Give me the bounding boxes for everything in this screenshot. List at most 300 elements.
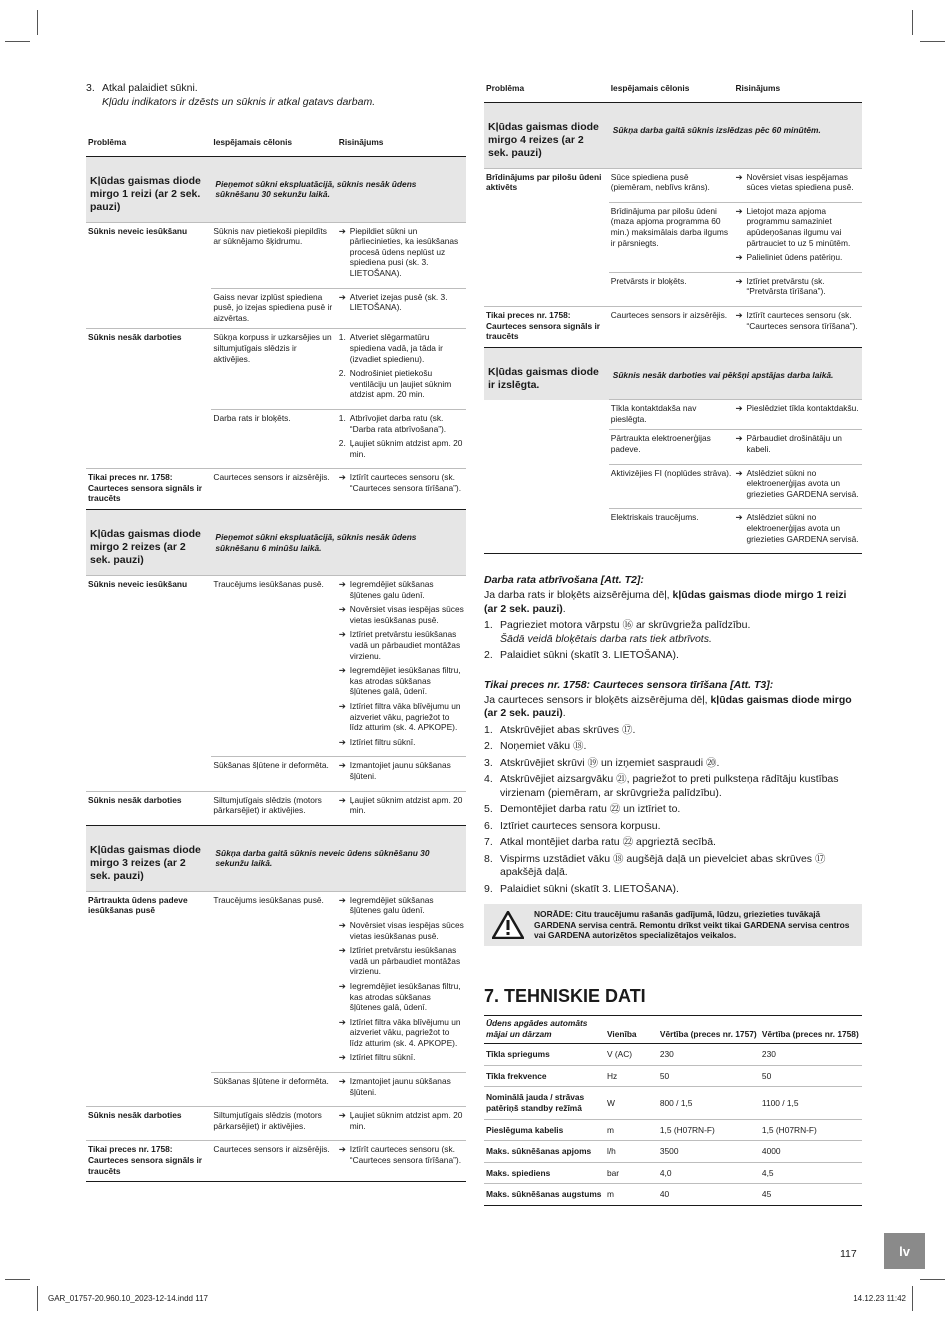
solution-text: Novērsiet visas iespējas sūces vietas iesūkšanas pusē. [349,604,464,625]
solution-text: Izmantojiet jaunu sūkšanas šļūteni. [349,1076,451,1097]
solution-item [339,413,464,434]
language-tab: lv [884,1233,925,1269]
solution-item [339,604,464,625]
cause-cell: Brīdinājuma par pilošu ūdeni (maza apjoma programma 60 min.) maksimālais darba ilgums ir pārsniegts. [609,202,734,272]
solution-text: Iegremdējiet sūkšanas šļūtenes galu ūdenī. [349,894,434,916]
crop-mark [5,1279,30,1280]
table-row [86,409,466,468]
solution-text: Ļaujiet sūknim atdzist apm. 20 min. [349,438,463,459]
solution-text: Iztīriet filtra vāka blīvējumu un aizveriet vāku, pagriežot to līdz atturim (sk. 4. APKOPE). [349,1016,461,1048]
solution-text: Palieliniet ūdens patēriņu. [746,252,843,263]
solution-cell [337,757,466,791]
step-text: Iztīriet caurteces sensora korpusu. [500,819,661,832]
table-row [86,891,466,1072]
section-t3-paragraph [484,694,862,721]
solution-cell [337,891,466,1072]
solution-item [339,737,464,748]
solution-text: Atslēdziet sūkni no elektroenerģijas avota un griezieties GARDENA servisā. [746,467,859,499]
step-number: 5. [484,803,493,816]
solution-text: Iegremdējiet iesūkšanas filtru, kas atrodas sūkšanas šļūtenes galā, ūdenī. [349,665,461,697]
solution-text: Izmantojiet jaunu sūkšanas šļūteni. [349,760,451,781]
solution-item [735,276,860,297]
tech-label: Tīkla frekvence [484,1065,605,1087]
problem-cell: Sūknis nesāk darboties [86,1107,211,1141]
step-number: 8. [484,852,493,865]
arrow-right-icon: ➔ [735,433,743,444]
arrow-right-icon: ➔ [338,472,346,483]
tech-header-cell: Ūdens apgādes automāts mājai un dārzam [484,1015,605,1043]
cause-cell: Sūkšanas šļūtene ir deformēta. [211,757,336,791]
solution-text: Iztīriet pretvārstu iesūkšanas vadā un pārbaudiet montāžas virzienu. [349,945,461,977]
arrow-right-icon: ➔ [338,629,346,640]
tech-label: Nominālā jauda / strāvas patēriņš standby režīmā [484,1087,605,1119]
solution-text: Atbrīvojiet darba ratu (sk. “Darba rata atbrīvošana”). [349,412,447,434]
solution-cell [337,1107,466,1141]
troubleshooting-table-right [484,81,862,554]
error-header-row [86,825,466,891]
solution-item [339,701,464,733]
tech-header-cell: Vērtība (preces nr. 1757) [658,1015,760,1043]
tech-label: Tīkla spriegums [484,1044,605,1066]
solution-cell [733,202,862,272]
tech-header-row [484,1015,862,1043]
para-bold: kļūdas gaismas diode mirgo (ar 2 sek. pauzi) [484,693,852,720]
tech-value: l/h [605,1141,658,1163]
arrow-right-icon: ➔ [338,665,346,676]
tech-value: 1,5 (H07RN-F) [760,1119,862,1141]
step-item [484,757,862,771]
error-title: Kļūdas gaismas diode mirgo 4 reizes (ar 2 sek. pauzi) [484,102,609,168]
tech-value: 1100 / 1,5 [760,1087,862,1119]
error-description: Pieņemot sūkni ekspluatācijā, sūknis nesāk ūdens sūknēšanu 30 sekunžu laikā. [211,156,466,222]
arrow-right-icon: ➔ [735,275,743,286]
arrow-right-icon: ➔ [338,225,346,236]
step-number: 4. [484,773,493,786]
cause-cell: Tīkla kontaktdakša nav pieslēgta. [609,400,734,430]
table-row [86,1073,466,1107]
footer-date: 14.12.23 11:42 [853,1294,906,1303]
intro-line: Atkal palaidiet sūkni. [102,82,198,94]
tech-row [484,1141,862,1163]
tech-label: Maks. spiediens [484,1162,605,1184]
step-text: Noņemiet vāku ⑱. [500,740,587,753]
para-text: Ja caurteces sensors ir bloķēts aizsērējuma dēļ, [484,693,711,706]
header-problem: Problēma [484,81,609,102]
cause-cell: Traucējums iesūkšanas pusē. [211,891,336,1072]
page-number: 117 [840,1248,857,1260]
table-row [86,576,466,757]
note-box [484,904,862,946]
tech-value: 45 [760,1184,862,1206]
table-row [86,757,466,791]
table-body [484,102,862,554]
right-column [484,81,862,1206]
solution-item [735,433,860,454]
solution-cell [337,576,466,757]
problem-cell: Brīdinājums par pilošu ūdeni aktivēts [484,168,609,202]
problem-cell [86,757,211,791]
step-number: 3. [484,756,493,769]
tech-value: bar [605,1162,658,1184]
solution-text: Iztīrīt caurteces sensoru (sk. “Caurteces sensora tīrīšana”). [349,472,462,493]
solution-text: Atveriet izejas pusē (sk. 3. LIETOŠANA). [349,291,448,313]
crop-mark [5,41,30,42]
step-item [484,619,862,646]
solution-text: Piepildiet sūkni un pārliecinieties, ka iesūkšanas procesā ūdens neplūst uz spiediena pusi (sk. 3. LIETOŠANA). [349,225,459,278]
table-row [484,202,862,272]
intro-index: 3. [86,82,95,94]
solution-item [339,945,464,977]
solution-text: Atslēdziet sūkni no elektroenerģijas avota un griezieties GARDENA servisā. [746,512,859,544]
step-text: Atskrūvējiet aizsargvāku ㉑, pagriežot to preti pulksteņa rādītāju kustības virzienam (piemēram, ar skrūvgrieža palīdzību). [500,773,839,799]
tech-header-cell: Vienība [605,1015,658,1043]
solution-text: Iegremdējiet iesūkšanas filtru, kas atrodas sūkšanas šļūtenes galā, ūdenī. [349,980,461,1013]
arrow-right-icon: ➔ [338,1016,346,1027]
steps-list [484,619,862,663]
problem-cell [484,272,609,306]
arrow-right-icon: ➔ [338,1144,346,1155]
tech-value: Hz [605,1065,658,1087]
table-row [86,791,466,825]
step-number: 1. [338,332,346,343]
arrow-right-icon: ➔ [735,512,743,523]
header-solution: Risinājums [733,81,862,102]
solution-item [339,1110,464,1131]
header-cause: Iespējamais cēlonis [211,135,336,156]
header-solution: Risinājums [337,135,466,156]
table-row [86,329,466,410]
arrow-right-icon: ➔ [338,980,346,991]
step-number: 2. [484,740,493,753]
crop-mark [912,10,913,35]
footer-file-info: GAR_01757-20.960.10_2023-12-14.indd 117 [48,1294,208,1303]
solution-cell [733,509,862,554]
step-text: Vispirms uzstādiet vāku ⑱ augšējā daļā un pievelciet abas skrūves ⑰ apakšējā daļā. [500,852,826,879]
tech-row [484,1087,862,1119]
table-row [484,509,862,554]
tech-row [484,1184,862,1206]
step-text: Atkal montējiet darba ratu ㉒ apgrieztā secībā. [500,836,716,849]
solution-item [735,468,860,500]
tech-value: 4,0 [658,1162,760,1184]
solution-text: Ļaujiet sūknim atdzist apm. 20 min. [349,794,463,816]
crop-mark [912,1286,913,1311]
problem-cell: Tikai preces nr. 1758: Caurteces sensora signāls ir traucēts [86,469,211,510]
step-number: 6. [484,819,493,832]
problem-cell [484,400,609,430]
table-row [484,430,862,464]
table-row [86,288,466,329]
solution-item [339,920,464,941]
step-number: 2. [484,649,493,662]
solution-cell [337,1141,466,1182]
arrow-right-icon: ➔ [338,760,346,771]
solution-item [339,472,464,493]
cause-cell: Aktivizējies FI (noplūdes strāva). [609,464,734,509]
solution-item [339,795,464,816]
solution-cell [337,329,466,410]
cause-cell: Sūce spiediena pusē (piemēram, neblīvs krāns). [609,168,734,202]
arrow-right-icon: ➔ [338,579,346,590]
solution-text: Novērsiet visas iespējamas sūces vietas spiediena pusē. [746,171,854,193]
problem-cell [86,409,211,468]
error-header-row [86,510,466,576]
problem-cell [484,202,609,272]
solution-text: Iztīriet pretvārstu iesūkšanas vadā un pārbaudiet montāžas virzienu. [349,629,461,661]
tech-value: m [605,1184,658,1206]
tech-value: W [605,1087,658,1119]
solution-cell [733,464,862,509]
solution-cell [337,409,466,468]
cause-cell: Sūkšanas šļūtene ir deformēta. [211,1073,336,1107]
arrow-right-icon: ➔ [338,736,346,747]
solution-item [735,310,860,331]
step-item [484,724,862,738]
solution-text: Ļaujiet sūknim atdzist apm. 20 min. [349,1110,463,1131]
solution-cell [337,469,466,510]
para-text: . [562,602,566,615]
step-item [484,820,862,834]
tech-row [484,1162,862,1184]
tech-value: m [605,1119,658,1141]
solution-text: Iztīrīt caurteces sensoru (sk. “Caurteces sensora tīrīšana”). [349,1144,462,1166]
tech-data-title: 7. TEHNISKIE DATI [484,985,646,1006]
solution-item [339,665,464,697]
problem-cell: Sūknis neveic iesūkšanu [86,576,211,757]
solution-item [735,252,860,263]
error-title: Kļūdas gaismas diode mirgo 3 reizes (ar 2 sek. pauzi) [86,825,211,891]
solution-cell [733,272,862,306]
crop-mark [37,10,38,35]
problem-cell [484,464,609,509]
section-title-t2: Darba rata atbrīvošana [Att. T2]: [484,574,644,587]
solution-text: Lietojot maza apjoma programmu samaziniet apūdeņošanas ilgumu vai pārtrauciet to uz 5 minūtēm. [746,205,851,248]
arrow-right-icon: ➔ [735,403,743,414]
error-title: Kļūdas gaismas diode mirgo 1 reizi (ar 2 sek. pauzi) [86,156,211,222]
cause-cell: Darba rats ir bloķēts. [211,409,336,468]
solution-text: Novērsiet visas iespējas sūces vietas iesūkšanas pusē. [349,919,464,941]
solution-text: Iztīriet filtru sūknī. [349,736,416,747]
cause-cell: Sūknis nav pietiekoši piepildīts ar sūknējamo šķidrumu. [211,222,336,288]
step-item [484,740,862,754]
cause-cell: Traucējums iesūkšanas pusē. [211,576,336,757]
problem-cell [86,288,211,329]
problem-cell [484,430,609,464]
problem-cell: Sūknis nesāk darboties [86,329,211,410]
solution-text: Iegremdējiet sūkšanas šļūtenes galu ūdenī. [349,579,434,600]
step-number: 2. [338,368,346,379]
problem-cell [86,1073,211,1107]
cause-cell: Elektriskais traucējums. [609,509,734,554]
section-title-t3: Tikai preces nr. 1758: Caurteces sensora tīrīšana [Att. T3]: [484,678,774,691]
tech-value: 1,5 (H07RN-F) [658,1119,760,1141]
solution-text: Nodrošiniet pietiekošu ventilāciju un ļaujiet sūknim atdzist apm. 20 min. [349,368,452,400]
tech-value: V (AC) [605,1044,658,1066]
tech-data-table [484,1015,862,1206]
tech-body [484,1044,862,1206]
solution-text: Atveriet slēgarmatūru spiediena vadā, ja tāda ir (izvadiet spiedienu). [349,332,443,364]
solution-item [339,629,464,661]
solution-text: Iztīriet filtra vāka blīvējumu un aizveriet vāku, pagriežot to līdz atturim (sk. 4. APKOPE). [349,701,461,733]
note-text: NORĀDE: Citu traucējumu rašanās gadījumā, lūdzu, griezieties tuvākajā GARDENA servisa centrā. Remontu drīkst veikt tikai GARDENA servisa centros vai GARDENA autorizētos specializētajos veikalos. [534,909,850,941]
step-text: Palaidiet sūkni (skatīt 3. LIETOŠANA). [500,882,679,895]
solution-cell [733,430,862,464]
solution-item [339,368,464,400]
table-row [86,469,466,510]
cause-cell: Siltumjutīgais slēdzis (motors pārkarsējiet) ir aktivējies. [211,791,336,825]
solution-item [339,1017,464,1049]
arrow-right-icon: ➔ [338,291,346,302]
step-number: 2. [338,438,346,449]
step-number: 7. [484,836,493,849]
step-item [484,649,862,663]
arrow-right-icon: ➔ [338,945,346,956]
header-cause: Iespējamais cēlonis [609,81,734,102]
warning-icon [492,911,524,939]
error-title: Kļūdas gaismas diode ir izslēgta. [484,347,609,400]
arrow-right-icon: ➔ [338,894,346,905]
table-body [86,156,466,1182]
arrow-right-icon: ➔ [338,794,346,805]
cause-cell: Pārtraukta elektroenerģijas padeve. [609,430,734,464]
solution-cell [733,168,862,202]
table-row [86,222,466,288]
arrow-right-icon: ➔ [735,205,743,216]
solution-text: Iztīrīt caurteces sensoru (sk. “Caurteces sensora tīrīšana”). [746,309,858,331]
problem-cell: Pārtraukta ūdens padeve iesūkšanas pusē [86,891,211,1072]
arrow-right-icon: ➔ [338,919,346,930]
solution-cell [337,1073,466,1107]
error-title: Kļūdas gaismas diode mirgo 2 reizes (ar 2 sek. pauzi) [86,510,211,576]
cause-cell: Caurteces sensors ir aizsērējis. [211,469,336,510]
solution-text: Iztīriet filtru sūknī. [349,1052,416,1063]
tech-value: 50 [658,1065,760,1087]
troubleshooting-table-left [86,135,466,1182]
tech-value: 230 [658,1044,760,1066]
tech-value: 40 [658,1184,760,1206]
solution-item [339,438,464,459]
steps-list [484,724,862,897]
arrow-right-icon: ➔ [735,467,743,478]
tech-value: 4,5 [760,1162,862,1184]
tech-label: Pieslēguma kabelis [484,1119,605,1141]
solution-cell [337,222,466,288]
step-number: 1. [338,412,346,423]
step-item [484,883,862,897]
cause-cell: Caurteces sensors ir aizsērējis. [609,306,734,347]
para-text: Ja darba rats ir bloķēts aizsērējuma dēļ, [484,589,673,602]
step-item [484,803,862,817]
step-item [484,853,862,880]
solution-item [339,895,464,916]
solution-item [339,1076,464,1097]
tech-label: Maks. sūknēšanas apjoms [484,1141,605,1163]
crop-mark [920,41,945,42]
solution-item [339,1052,464,1063]
tech-value: 3500 [658,1141,760,1163]
tech-value: 800 / 1,5 [658,1087,760,1119]
table-row [484,168,862,202]
solution-item [339,579,464,600]
table-row [484,306,862,347]
intro [86,81,466,109]
error-description: Sūkņa darba gaitā sūknis neveic ūdens sūknēšanu 30 sekunžu laikā. [211,825,466,891]
problem-cell: Sūknis neveic iesūkšanu [86,222,211,288]
solution-item [735,206,860,248]
tech-row [484,1065,862,1087]
solution-item [735,403,860,414]
cause-cell: Pretvārsts ir bloķēts. [609,272,734,306]
step-note: Šādā veidā bloķētais darba rats tiek atbrīvots. [500,632,712,645]
solution-item [339,760,464,781]
tech-label: Maks. sūknēšanas augstums [484,1184,605,1206]
solution-cell [337,791,466,825]
cause-cell: Gaiss nevar izplūst spiediena pusē, jo izejas spiediena pusē ir aizvērtas. [211,288,336,329]
problem-cell: Tikai preces nr. 1758: Caurteces sensora signāls ir traucēts [86,1141,211,1182]
arrow-right-icon: ➔ [735,171,743,182]
intro-sub: Kļūdu indikators ir dzēsts un sūknis ir atkal gatavs darbam. [102,96,376,108]
step-text: Atskrūvējiet abas skrūves ⑰. [500,723,636,736]
cause-cell: Siltumjutīgais slēdzis (motors pārkarsējiet) ir aktivējies. [211,1107,336,1141]
tech-value: 50 [760,1065,862,1087]
para-text: . [562,707,566,720]
crop-mark [920,1279,945,1280]
left-column [86,81,466,1182]
tech-row [484,1044,862,1066]
table-row [484,272,862,306]
error-description: Sūkņa darba gaitā sūknis izslēdzas pēc 60 minūtēm. [609,102,862,168]
solution-item [339,981,464,1013]
arrow-right-icon: ➔ [338,701,346,711]
crop-mark [37,1286,38,1311]
table-row [86,1141,466,1182]
step-item [484,773,862,800]
solution-cell [733,306,862,347]
step-text: Demontējiet darba ratu ㉒ un iztīriet to. [500,803,681,816]
error-header-row [484,347,862,400]
step-item [484,836,862,850]
header-problem: Problēma [86,135,211,156]
solution-text: Pārbaudiet drošinātāju un kabeli. [746,433,842,454]
problem-cell: Sūknis nesāk darboties [86,791,211,825]
error-header-row [86,156,466,222]
step-text: Atskrūvējiet skrūvi ⑲ un izņemiet saspraudi ⑳. [500,756,720,769]
arrow-right-icon: ➔ [338,1076,346,1087]
tech-value: 4000 [760,1141,862,1163]
step-text: Palaidiet sūkni (skatīt 3. LIETOŠANA). [500,649,679,662]
solution-item [339,332,464,364]
solution-cell [733,400,862,430]
solution-item [735,172,860,193]
step-number: 1. [484,619,493,632]
solution-text: Pieslēdziet tīkla kontaktdakšu. [746,403,859,414]
arrow-right-icon: ➔ [338,604,346,615]
tech-value: 230 [760,1044,862,1066]
table-row [484,400,862,430]
para-bold: kļūdas gaismas diode mirgo 1 reizi (ar 2 sek. pauzi) [484,589,847,615]
section-t2-paragraph [484,589,862,616]
solution-cell [337,288,466,329]
table-row [86,1107,466,1141]
step-text: Pagrieziet motora vārpstu ⑯ ar skrūvgrieža palīdzību. [500,619,751,632]
arrow-right-icon: ➔ [338,1052,346,1063]
cause-cell: Sūkņa korpuss ir uzkarsējies un siltumjutīgais slēdzis ir aktivējies. [211,329,336,410]
solution-item [339,292,464,313]
solution-item [339,1144,464,1165]
solution-text: Iztīriet pretvārstu (sk. “Pretvārsta tīrīšana”). [746,275,826,297]
solution-item [339,226,464,279]
arrow-right-icon: ➔ [338,1110,346,1121]
